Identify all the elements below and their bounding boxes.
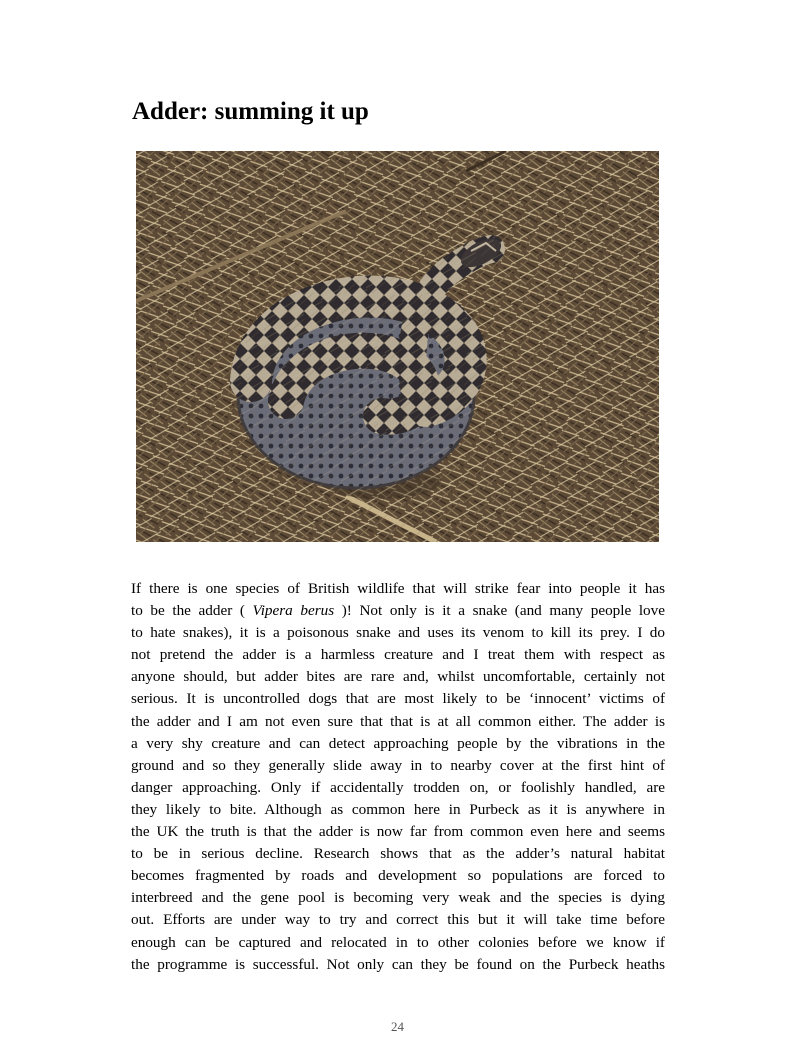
text-line: they likely to bite. Although as common here in Purbeck as it is anywhere in: [131, 800, 665, 818]
text-line: If there is one species of British wildlife that will strike fear into people it has: [131, 580, 665, 597]
page-title: Adder: summing it up: [132, 98, 369, 125]
text-line: danger approaching. Only if accidentally trodden on, or foolishly handled, are: [131, 778, 665, 796]
text-line: to hate snakes), it is a poisonous snake and uses its venom to kill its prey. I do: [131, 624, 665, 642]
text-line: ground and so they generally slide away in to nearby cover at the first hint of: [131, 756, 665, 774]
text-line: out. Efforts are under way to try and correct this but it will take time before: [131, 911, 665, 929]
adder-illustration: [136, 151, 659, 542]
text-line: interbreed and the gene pool is becoming very weak and the species is dying: [131, 889, 665, 907]
text-line: becomes fragmented by roads and development so populations are forced to: [131, 867, 665, 885]
text-line: the UK the truth is that the adder is now far from common even here and seems: [131, 823, 665, 841]
text-line: the programme is successful. Not only can they be found on the Purbeck heaths: [131, 955, 665, 973]
text-fragment: to be the adder (: [131, 602, 253, 620]
species-name: Vipera berus: [252, 602, 335, 620]
text-fragment: )! Not only is it a snake (and many people love: [334, 602, 665, 620]
text-line: to be in serious decline. Research shows that as the adder’s natural habitat: [131, 845, 665, 863]
text-line: serious. It is uncontrolled dogs that are most likely to be ‘innocent’ victims of: [131, 690, 665, 708]
text-line: not pretend the adder is a harmless creature and I treat them with respect as: [131, 646, 665, 664]
body-paragraph: [131, 578, 665, 976]
text-line: anyone should, but adder bites are rare and, whilst uncomfortable, certainly not: [131, 668, 665, 686]
page-number: 24: [391, 1019, 404, 1034]
text-line-with-species-name: [131, 600, 665, 622]
text-line: a very shy creature and can detect approaching people by the vibrations in the: [131, 734, 665, 752]
adder-photo: [136, 151, 659, 542]
text-line: enough can be captured and relocated in to other colonies before we know if: [131, 933, 665, 951]
text-line: the adder and I am not even sure that that is at all common either. The adder is: [131, 712, 665, 730]
